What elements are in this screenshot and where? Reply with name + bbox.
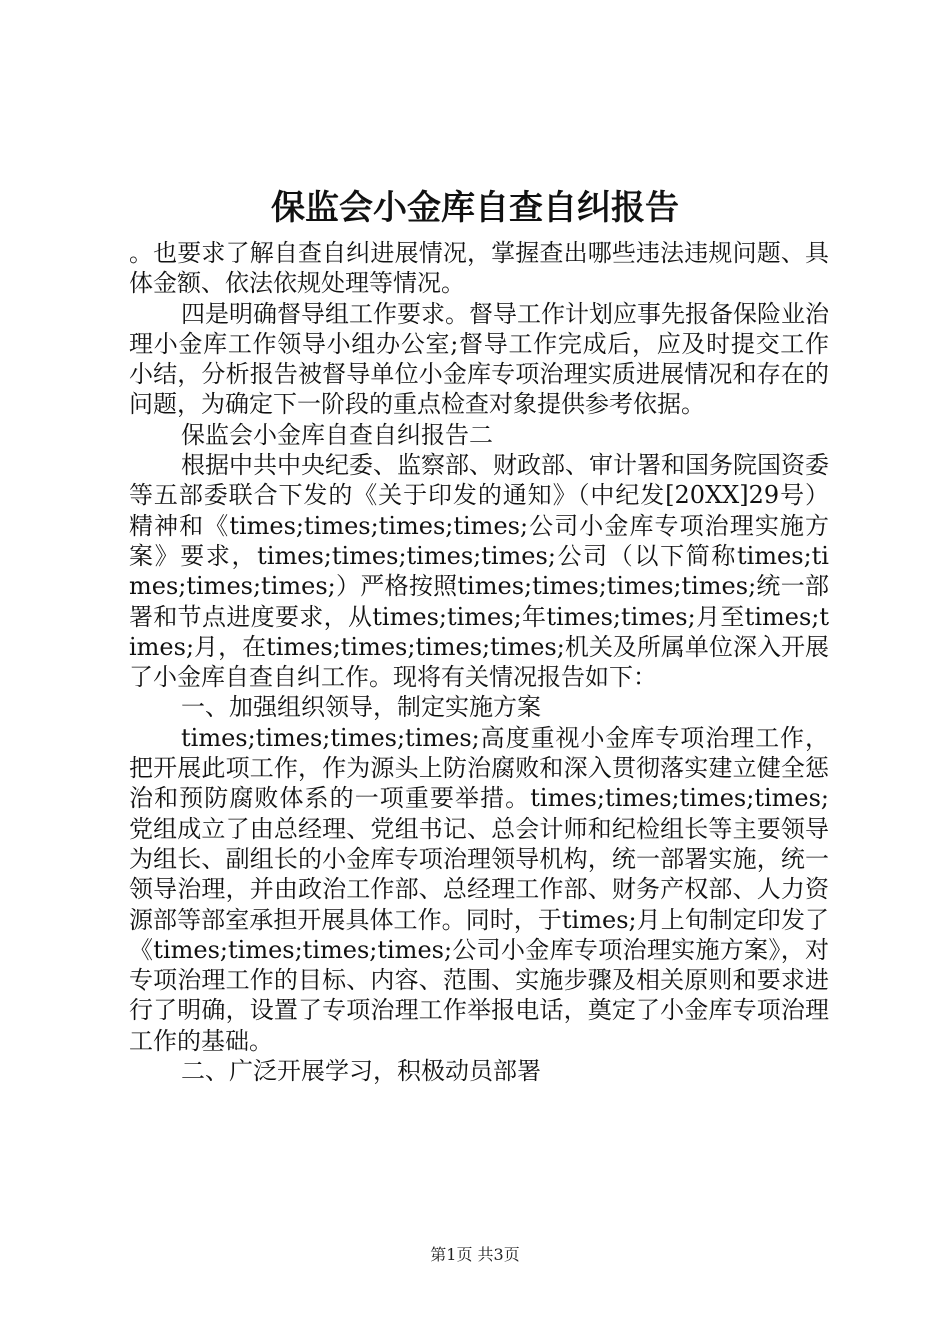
page-number: 第1页 共3页: [430, 1245, 520, 1264]
document-body: [129, 238, 829, 1086]
paragraph-organization: times;times;times;times;高度重视小金库专项治理工作，把开展此项工作，作为源头上防治腐败和深入贯彻落实建立健全惩治和预防腐败体系的一项重要举措。times;times;times;times;党组成立了由总经理、党组书记、总会计师和纪检组长等主要领导为组长、副组长的小金库专项治理领导机构，统一部署实施，统一领导治理，并由政治工作部、总经理工作部、财务产权部、人力资源部等部室承担开展具体工作。同时，于times;月上旬制定印发了《times;times;times;times;公司小金库专项治理实施方案》，对专项治理工作的目标、内容、范围、实施步骤及相关原则和要求进行了明确，设置了专项治理工作举报电话，奠定了小金库专项治理工作的基础。: [129, 723, 829, 1055]
paragraph-background: 根据中共中央纪委、监察部、财政部、审计署和国务院国资委等五部委联合下发的《关于印发的通知》（中纪发[20XX]29号）精神和《times;times;times;times;公司小金库专项治理实施方案》要求，times;times;times;times;公司（以下简称times;times;times;times;）严格按照times;times;times;times;统一部署和节点进度要求，从times;times;年times;times;月至times;times;月，在times;times;times;times;机关及所属单位深入开展了小金库自查自纠工作。现将有关情况报告如下：: [129, 451, 829, 692]
section-heading-study: 二、广泛开展学习，积极动员部署: [181, 1057, 541, 1086]
page-title: 保监会小金库自查自纠报告: [271, 188, 679, 228]
section-heading-organization: 一、加强组织领导，制定实施方案: [181, 693, 541, 722]
section-heading-report-two: 保监会小金库自查自纠报告二: [181, 420, 493, 449]
paragraph-supervision-requirements: 四是明确督导组工作要求。督导工作计划应事先报备保险业治理小金库工作领导小组办公室;督导工作完成后，应及时提交工作小结，分析报告被督导单位小金库专项治理实质进展情况和存在的问题，为确定下一阶段的重点检查对象提供参考依据。: [129, 299, 829, 419]
paragraph-continuation: 。也要求了解自查自纠进展情况，掌握查出哪些违法违规问题、具体金额、依法依规处理等情况。: [129, 239, 829, 298]
